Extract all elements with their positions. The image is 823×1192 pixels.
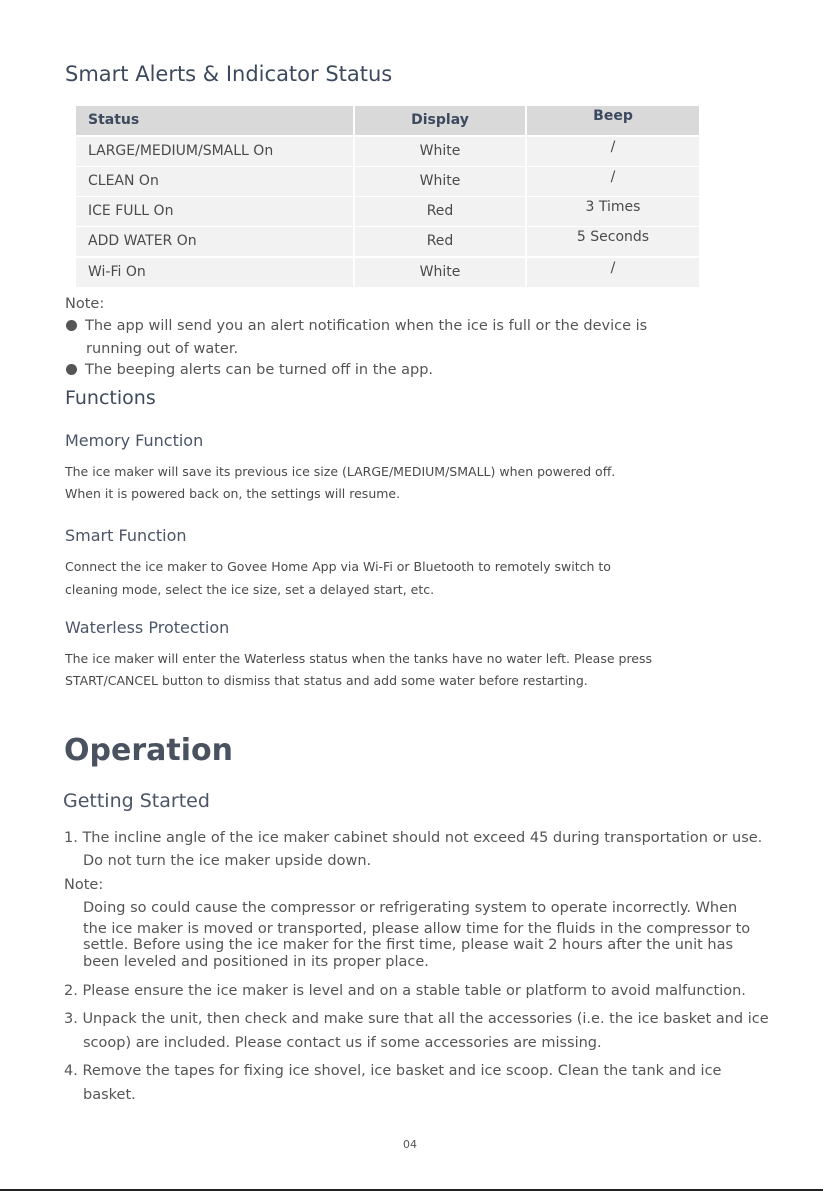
note-text: The beeping alerts can be turned off in the app. bbox=[85, 362, 434, 378]
list-item: 3. Unpack the unit, then check and make sure that all the accessories (i.e. the ice basket and ice bbox=[64, 1011, 769, 1027]
header-status: Status bbox=[76, 106, 353, 135]
cell-status: ADD WATER On bbox=[76, 227, 353, 256]
note-text: been leveled and positioned in its proper place. bbox=[83, 954, 429, 970]
list-item-cont: basket. bbox=[83, 1087, 136, 1103]
waterless-protection-title: Waterless Protection bbox=[65, 618, 230, 637]
memory-function-text: The ice maker will save its previous ice size (LARGE/MEDIUM/SMALL) when powered off. bbox=[65, 464, 616, 479]
waterless-protection-text: The ice maker will enter the Waterless status when the tanks have no water left. Please press bbox=[65, 651, 653, 666]
note-item bbox=[66, 362, 433, 378]
table-row bbox=[76, 258, 699, 287]
table-row bbox=[76, 227, 699, 256]
smart-function-title: Smart Function bbox=[65, 526, 187, 545]
list-item-cont: Do not turn the ice maker upside down. bbox=[83, 853, 372, 869]
note-text: settle. Before using the ice maker for the first time, please wait 2 hours after the unit has bbox=[83, 937, 734, 953]
bullet-icon bbox=[66, 320, 77, 331]
cell-display: White bbox=[355, 258, 525, 287]
list-item-cont: scoop) are included. Please contact us if some accessories are missing. bbox=[83, 1035, 602, 1051]
waterless-protection-text: START/CANCEL button to dismiss that status and add some water before restarting. bbox=[65, 673, 588, 688]
page-number: 04 bbox=[403, 1138, 417, 1151]
note-item bbox=[66, 318, 647, 334]
note-label: Note: bbox=[64, 877, 104, 893]
list-item: 1. The incline angle of the ice maker cabinet should not exceed 45 during transportation or use. bbox=[64, 830, 763, 846]
header-display: Display bbox=[355, 106, 525, 135]
list-item: 2. Please ensure the ice maker is level and on a stable table or platform to avoid malfunction. bbox=[64, 983, 746, 999]
table-header-row bbox=[76, 106, 699, 135]
list-item: 4. Remove the tapes for fixing ice shovel, ice basket and ice scoop. Clean the tank and ice bbox=[64, 1063, 722, 1079]
note-text: the ice maker is moved or transported, please allow time for the fluids in the compressor to bbox=[83, 921, 751, 937]
cell-status: CLEAN On bbox=[76, 167, 353, 196]
cell-display: White bbox=[355, 167, 525, 196]
table-row bbox=[76, 167, 699, 196]
table-row bbox=[76, 137, 699, 166]
memory-function-title: Memory Function bbox=[65, 431, 204, 450]
cell-display: White bbox=[355, 137, 525, 166]
cell-beep: 3 Times bbox=[527, 197, 699, 226]
operation-title: Operation bbox=[64, 733, 233, 768]
cell-status: Wi-Fi On bbox=[76, 258, 353, 287]
table-row bbox=[76, 197, 699, 226]
header-beep: Beep bbox=[527, 106, 699, 135]
cell-status: LARGE/MEDIUM/SMALL On bbox=[76, 137, 353, 166]
getting-started-title: Getting Started bbox=[63, 790, 210, 812]
cell-beep: / bbox=[527, 137, 699, 166]
cell-display: Red bbox=[355, 227, 525, 256]
note-text-cont: running out of water. bbox=[86, 341, 239, 357]
note-label: Note: bbox=[65, 296, 105, 312]
note-text: The app will send you an alert notification when the ice is full or the device is bbox=[85, 318, 648, 334]
indicator-status-table bbox=[76, 106, 699, 288]
memory-function-text: When it is powered back on, the settings will resume. bbox=[65, 486, 401, 501]
cell-beep: / bbox=[527, 167, 699, 196]
smart-function-text: Connect the ice maker to Govee Home App via Wi-Fi or Bluetooth to remotely switch to bbox=[65, 559, 611, 574]
note-text: Doing so could cause the compressor or refrigerating system to operate incorrectly. When bbox=[83, 900, 738, 916]
footer-rule bbox=[0, 1189, 823, 1191]
cell-beep: 5 Seconds bbox=[527, 227, 699, 256]
section-title-functions: Functions bbox=[65, 387, 156, 409]
cell-status: ICE FULL On bbox=[76, 197, 353, 226]
cell-display: Red bbox=[355, 197, 525, 226]
section-title-smart-alerts: Smart Alerts & Indicator Status bbox=[65, 62, 393, 86]
bullet-icon bbox=[66, 364, 77, 375]
smart-function-text: cleaning mode, select the ice size, set a delayed start, etc. bbox=[65, 582, 435, 597]
cell-beep: / bbox=[527, 258, 699, 287]
